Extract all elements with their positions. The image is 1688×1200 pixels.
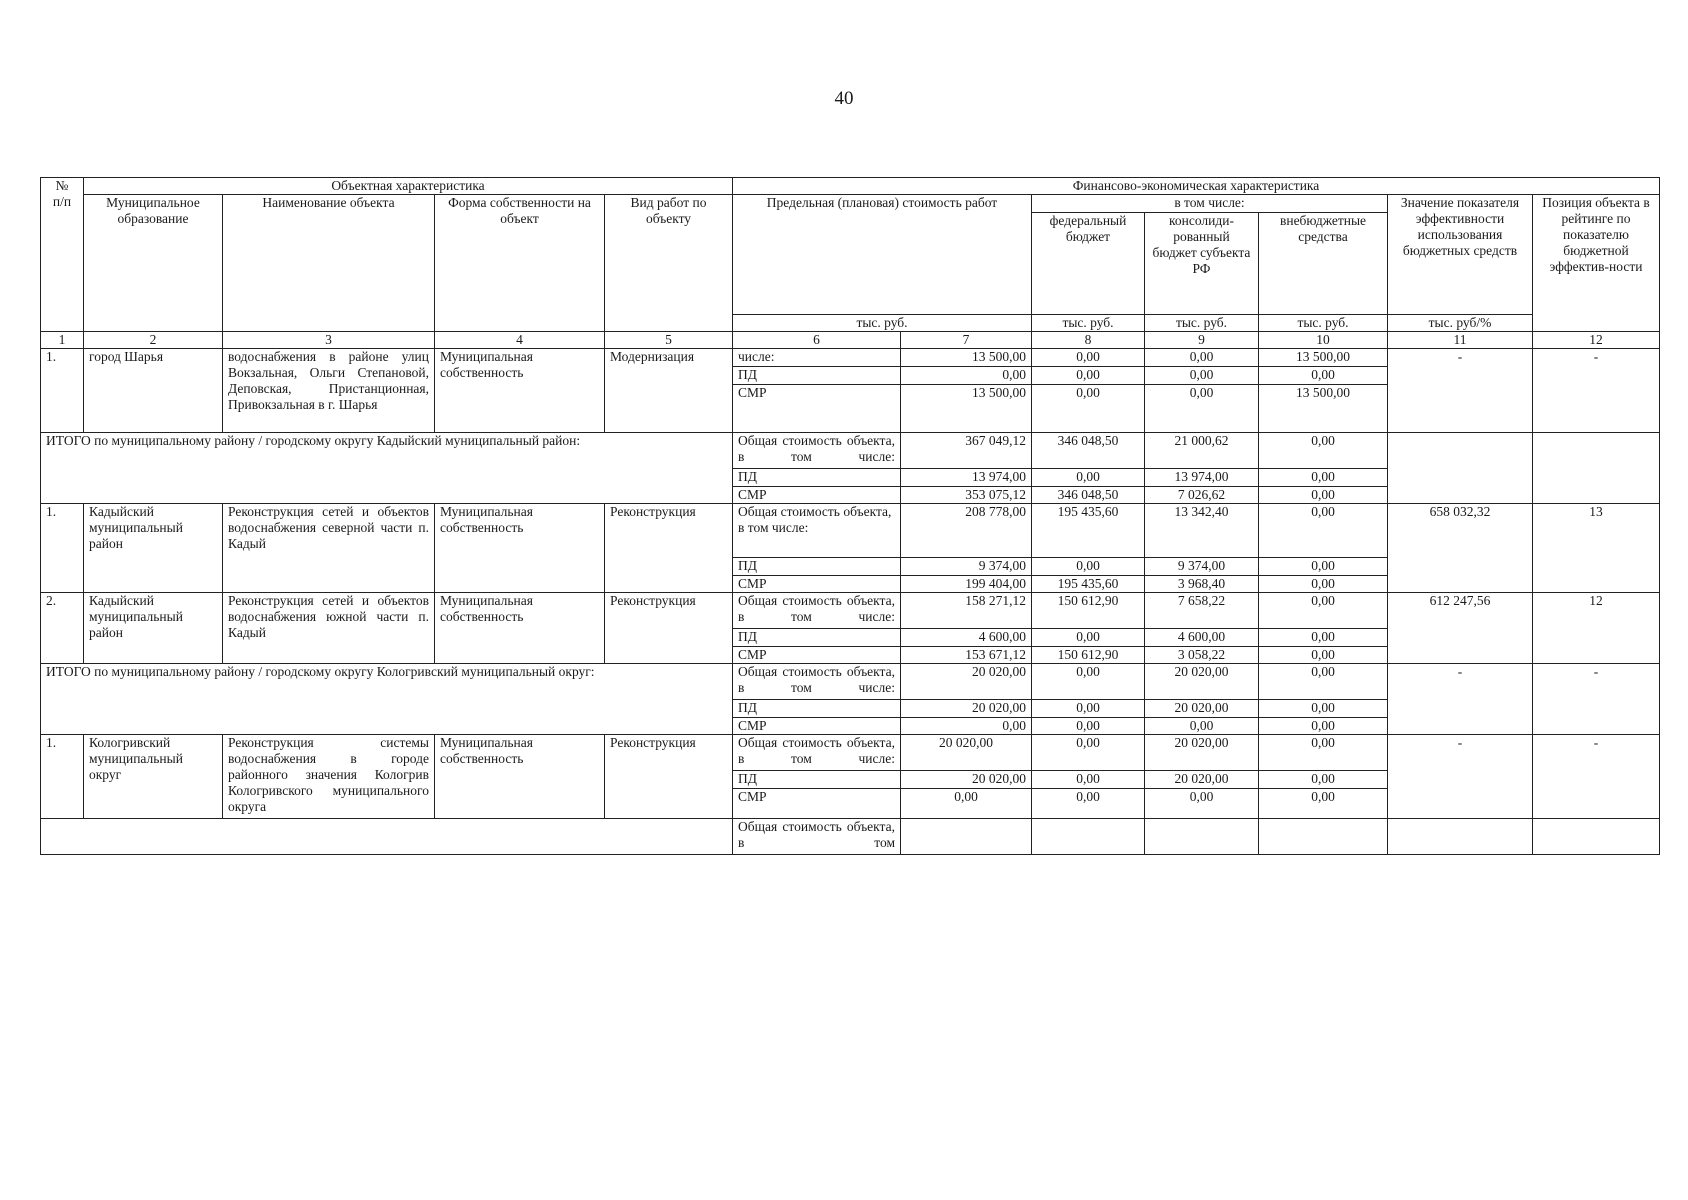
empty-cell bbox=[1388, 819, 1533, 855]
consolidated-value: 7 026,62 bbox=[1145, 487, 1259, 504]
total-row bbox=[41, 433, 1660, 469]
consolidated-value: 21 000,62 bbox=[1145, 433, 1259, 469]
col-number: 4 bbox=[435, 332, 605, 349]
consolidated-value: 20 020,00 bbox=[1145, 700, 1259, 718]
federal-value: 0,00 bbox=[1032, 349, 1145, 367]
unit-cons: тыс. руб. bbox=[1145, 315, 1259, 332]
efficiency-cell: - bbox=[1388, 664, 1533, 735]
extra-value: 0,00 bbox=[1259, 647, 1388, 664]
federal-value: 0,00 bbox=[1032, 789, 1145, 819]
cost-value: 9 374,00 bbox=[901, 558, 1032, 576]
federal-value: 0,00 bbox=[1032, 629, 1145, 647]
extra-value: 0,00 bbox=[1259, 789, 1388, 819]
federal-value: 0,00 bbox=[1032, 367, 1145, 385]
total-row bbox=[41, 664, 1660, 700]
table-row bbox=[41, 349, 1660, 367]
col-num-header: № п/п bbox=[41, 178, 84, 332]
efficiency-cell: 658 032,32 bbox=[1388, 504, 1533, 593]
table-row bbox=[41, 735, 1660, 771]
cost-value: 13 500,00 bbox=[901, 385, 1032, 433]
table-row bbox=[41, 593, 1660, 629]
extra-value: 0,00 bbox=[1259, 664, 1388, 700]
federal-value: 150 612,90 bbox=[1032, 647, 1145, 664]
row-num: 2. bbox=[41, 593, 84, 664]
extra-value: 0,00 bbox=[1259, 771, 1388, 789]
cost-value: 20 020,00 bbox=[901, 735, 1032, 771]
efficiency-cell: - bbox=[1388, 349, 1533, 433]
cost-value: 0,00 bbox=[901, 367, 1032, 385]
cost-value: 20 020,00 bbox=[901, 771, 1032, 789]
cost-value: 13 500,00 bbox=[901, 349, 1032, 367]
empty-cell bbox=[1533, 819, 1660, 855]
work-type-cell: Реконструкция bbox=[605, 593, 733, 664]
ownership-cell: Муниципальная собственность bbox=[435, 504, 605, 593]
ownership-cell: Муниципальная собственность bbox=[435, 593, 605, 664]
work-type-cell: Реконструкция bbox=[605, 735, 733, 819]
empty-cell bbox=[1145, 819, 1259, 855]
extra-value: 0,00 bbox=[1259, 367, 1388, 385]
total-label: ИТОГО по муниципальному району / городскому округу Кологривский муниципальный округ: bbox=[41, 664, 733, 735]
cost-limit-header: Предельная (плановая) стоимость работ bbox=[733, 195, 1032, 315]
extra-value: 0,00 bbox=[1259, 593, 1388, 629]
consolidated-value: 13 974,00 bbox=[1145, 469, 1259, 487]
cost-label: СМР bbox=[733, 789, 901, 819]
cost-value: 0,00 bbox=[901, 718, 1032, 735]
page-number: 40 bbox=[834, 88, 854, 109]
consolidated-value: 3 058,22 bbox=[1145, 647, 1259, 664]
cost-value: 20 020,00 bbox=[901, 664, 1032, 700]
federal-value: 0,00 bbox=[1032, 469, 1145, 487]
col-number: 7 bbox=[901, 332, 1032, 349]
table-row bbox=[41, 819, 1660, 855]
consolidated-value: 7 658,22 bbox=[1145, 593, 1259, 629]
cost-label: СМР bbox=[733, 718, 901, 735]
federal-value: 0,00 bbox=[1032, 735, 1145, 771]
efficiency-cell: - bbox=[1388, 735, 1533, 819]
extra-value: 0,00 bbox=[1259, 629, 1388, 647]
cost-label: Общая стоимость объекта, в том числе: bbox=[733, 735, 901, 771]
cost-label: ПД bbox=[733, 367, 901, 385]
extra-header: внебюджетные средства bbox=[1259, 213, 1388, 315]
cost-label: Общая стоимость объекта, в том числе: bbox=[733, 433, 901, 469]
position-cell bbox=[1533, 433, 1660, 504]
municipality-cell: Кологривский муниципальный округ bbox=[84, 735, 223, 819]
federal-header: федеральный бюджет bbox=[1032, 213, 1145, 315]
consolidated-value: 20 020,00 bbox=[1145, 664, 1259, 700]
federal-value: 195 435,60 bbox=[1032, 576, 1145, 593]
efficiency-cell: 612 247,56 bbox=[1388, 593, 1533, 664]
consolidated-value: 20 020,00 bbox=[1145, 735, 1259, 771]
extra-value: 0,00 bbox=[1259, 576, 1388, 593]
cost-value: 199 404,00 bbox=[901, 576, 1032, 593]
position-cell: - bbox=[1533, 664, 1660, 735]
col-number: 2 bbox=[84, 332, 223, 349]
object-name-cell: Реконструкция системы водоснабжения в городе районного значения Кологрив Кологривского муниципального округа bbox=[223, 735, 435, 819]
cost-label: Общая стоимость объекта, в том числе: bbox=[733, 593, 901, 629]
row-num: 1. bbox=[41, 735, 84, 819]
cost-value: 4 600,00 bbox=[901, 629, 1032, 647]
cost-label: СМР bbox=[733, 647, 901, 664]
unit-extra: тыс. руб. bbox=[1259, 315, 1388, 332]
work-type-cell: Модернизация bbox=[605, 349, 733, 433]
cost-label: Общая стоимость объекта, в том числе: bbox=[733, 664, 901, 700]
cost-value: 13 974,00 bbox=[901, 469, 1032, 487]
fin-char-header: Финансово-экономическая характеристика bbox=[733, 178, 1660, 195]
cost-value: 208 778,00 bbox=[901, 504, 1032, 558]
col-number: 6 bbox=[733, 332, 901, 349]
federal-value: 0,00 bbox=[1032, 771, 1145, 789]
extra-value: 0,00 bbox=[1259, 433, 1388, 469]
cost-label: СМР bbox=[733, 487, 901, 504]
total-label: ИТОГО по муниципальному району / городскому округу Кадыйский муниципальный район: bbox=[41, 433, 733, 504]
col-number: 5 bbox=[605, 332, 733, 349]
consolidated-value: 20 020,00 bbox=[1145, 771, 1259, 789]
extra-value: 0,00 bbox=[1259, 718, 1388, 735]
cost-label: ПД bbox=[733, 629, 901, 647]
federal-value: 150 612,90 bbox=[1032, 593, 1145, 629]
col-number: 12 bbox=[1533, 332, 1660, 349]
ownership-cell: Муниципальная собственность bbox=[435, 349, 605, 433]
consolidated-value: 0,00 bbox=[1145, 367, 1259, 385]
federal-value: 0,00 bbox=[1032, 718, 1145, 735]
efficiency-cell bbox=[1388, 433, 1533, 504]
unit-fed: тыс. руб. bbox=[1032, 315, 1145, 332]
federal-value: 0,00 bbox=[1032, 700, 1145, 718]
consolidated-value: 0,00 bbox=[1145, 718, 1259, 735]
extra-value: 13 500,00 bbox=[1259, 385, 1388, 433]
col-number: 8 bbox=[1032, 332, 1145, 349]
cost-value: 153 671,12 bbox=[901, 647, 1032, 664]
municipality-cell: Кадыйский муниципальный район bbox=[84, 593, 223, 664]
column-numbers-row bbox=[41, 332, 1660, 349]
extra-value: 0,00 bbox=[1259, 469, 1388, 487]
extra-value: 0,00 bbox=[1259, 558, 1388, 576]
object-name-cell: Реконструкция сетей и объектов водоснабжения южной части п. Кадый bbox=[223, 593, 435, 664]
empty-cell bbox=[1259, 819, 1388, 855]
cost-value: 20 020,00 bbox=[901, 700, 1032, 718]
empty-cell bbox=[1032, 819, 1145, 855]
cost-value: 367 049,12 bbox=[901, 433, 1032, 469]
col-number: 10 bbox=[1259, 332, 1388, 349]
col-number: 3 bbox=[223, 332, 435, 349]
cost-label: СМР bbox=[733, 576, 901, 593]
consolidated-value: 13 342,40 bbox=[1145, 504, 1259, 558]
consolidated-value: 9 374,00 bbox=[1145, 558, 1259, 576]
ownership-cell: Муниципальная собственность bbox=[435, 735, 605, 819]
cost-label: числе: bbox=[733, 349, 901, 367]
cost-label: ПД bbox=[733, 469, 901, 487]
col-number: 1 bbox=[41, 332, 84, 349]
federal-value: 195 435,60 bbox=[1032, 504, 1145, 558]
cost-label: ПД bbox=[733, 558, 901, 576]
consolidated-value: 3 968,40 bbox=[1145, 576, 1259, 593]
row-num: 1. bbox=[41, 349, 84, 433]
extra-value: 0,00 bbox=[1259, 735, 1388, 771]
consolidated-header: консолиди-рованный бюджет субъекта РФ bbox=[1145, 213, 1259, 315]
cost-label: ПД bbox=[733, 771, 901, 789]
federal-value: 346 048,50 bbox=[1032, 433, 1145, 469]
position-cell: 12 bbox=[1533, 593, 1660, 664]
federal-value: 346 048,50 bbox=[1032, 487, 1145, 504]
extra-value: 0,00 bbox=[1259, 700, 1388, 718]
unit-eff: тыс. руб/% bbox=[1388, 315, 1533, 332]
object-name-cell: водоснабжения в районе улиц Вокзальная, Ольги Степановой, Деповская, Пристанционная, Привокзальная в г. Шарья bbox=[223, 349, 435, 433]
cost-value: 353 075,12 bbox=[901, 487, 1032, 504]
position-cell: 13 bbox=[1533, 504, 1660, 593]
work-type-cell: Реконструкция bbox=[605, 504, 733, 593]
consolidated-value: 4 600,00 bbox=[1145, 629, 1259, 647]
empty-cell bbox=[901, 819, 1032, 855]
federal-value: 0,00 bbox=[1032, 385, 1145, 433]
ownership-header: Форма собственности на объект bbox=[435, 195, 605, 332]
efficiency-header: Значение показателя эффективности использования бюджетных средств bbox=[1388, 195, 1533, 315]
cost-label: ПД bbox=[733, 700, 901, 718]
position-header: Позиция объекта в рейтинге по показателю бюджетной эффектив-ности bbox=[1533, 195, 1660, 332]
row-num: 1. bbox=[41, 504, 84, 593]
table-row bbox=[41, 504, 1660, 558]
federal-value: 0,00 bbox=[1032, 558, 1145, 576]
unit-cost: тыс. руб. bbox=[733, 315, 1032, 332]
cost-label: Общая стоимость объекта, в том bbox=[733, 819, 901, 855]
consolidated-value: 0,00 bbox=[1145, 385, 1259, 433]
consolidated-value: 0,00 bbox=[1145, 789, 1259, 819]
municipality-cell: Кадыйский муниципальный район bbox=[84, 504, 223, 593]
objects-table bbox=[40, 177, 1660, 855]
position-cell: - bbox=[1533, 735, 1660, 819]
extra-value: 0,00 bbox=[1259, 487, 1388, 504]
object-name-cell: Реконструкция сетей и объектов водоснабжения северной части п. Кадый bbox=[223, 504, 435, 593]
col-number: 9 bbox=[1145, 332, 1259, 349]
object-char-header: Объектная характеристика bbox=[84, 178, 733, 195]
municipality-cell: город Шарья bbox=[84, 349, 223, 433]
municipality-header: Муниципальное образование bbox=[84, 195, 223, 332]
col-number: 11 bbox=[1388, 332, 1533, 349]
cost-label: СМР bbox=[733, 385, 901, 433]
position-cell: - bbox=[1533, 349, 1660, 433]
consolidated-value: 0,00 bbox=[1145, 349, 1259, 367]
federal-value: 0,00 bbox=[1032, 664, 1145, 700]
extra-value: 0,00 bbox=[1259, 504, 1388, 558]
cost-value: 158 271,12 bbox=[901, 593, 1032, 629]
work-type-header: Вид работ по объекту bbox=[605, 195, 733, 332]
empty-cell bbox=[41, 819, 733, 855]
including-header: в том числе: bbox=[1032, 195, 1388, 213]
extra-value: 13 500,00 bbox=[1259, 349, 1388, 367]
cost-value: 0,00 bbox=[901, 789, 1032, 819]
cost-label: Общая стоимость объекта, в том числе: bbox=[733, 504, 901, 558]
object-name-header: Наименование объекта bbox=[223, 195, 435, 332]
